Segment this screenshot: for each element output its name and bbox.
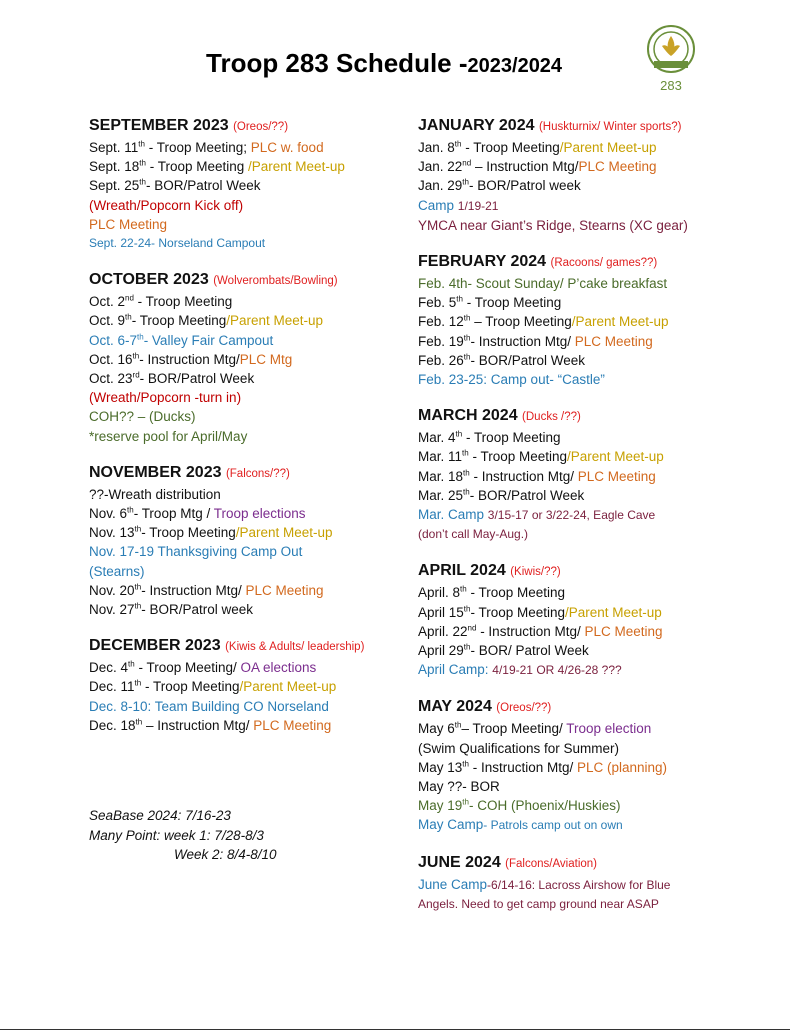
list-item: Nov. 20th- Instruction Mtg/ PLC Meeting [89,582,324,598]
list-item: April 15th- Troop Meeting/Parent Meet-up [418,604,662,620]
many-point-week2-line: Week 2: 8/4-8/10 [174,847,277,862]
list-item: *reserve pool for April/May [89,428,248,444]
list-item: Feb. 5th - Troop Meeting [418,294,562,311]
list-item: Oct. 9th- Troop Meeting/Parent Meet-up [89,312,324,329]
list-item: (Swim Qualifications for Summer) [418,740,620,756]
page-title: Troop 283 Schedule -2023/2024 [206,48,563,78]
list-item: Jan. 29th- BOR/Patrol week [418,177,581,194]
list-item: YMCA near Giant’s Ridge, Stearns (XC gear) [418,217,688,233]
february-heading: FEBRUARY 2024 (Racoons/ games??) [418,253,658,271]
list-item: (Wreath/Popcorn Kick off) [89,197,244,213]
october-section [89,270,439,446]
list-item: June Camp-6/14-16: Lacross Airshow for Blue [418,876,671,892]
list-item: Feb. 19th- Instruction Mtg/ PLC Meeting [418,333,653,349]
september-section [89,116,439,253]
list-item: April. 22nd - Instruction Mtg/ PLC Meeting [418,623,663,639]
march-section [418,406,768,544]
may-heading: MAY 2024 (Oreos/??) [418,698,552,716]
list-item: (don’t call May-Aug.) [418,527,529,542]
list-item: Mar. Camp 3/15-17 or 3/22-24, Eagle Cave [418,507,656,523]
list-item: Nov. 27th- BOR/Patrol week [89,601,253,618]
february-section [418,252,768,389]
december-section [89,636,439,735]
list-item: Oct. 16th- Instruction Mtg/PLC Mtg [89,351,293,367]
list-item: April 29th- BOR/ Patrol Week [418,642,589,659]
list-item: Nov. 6th- Troop Mtg / Troop elections [89,505,306,522]
left-column [89,116,439,752]
list-item: April. 8th - Troop Meeting [418,584,565,601]
list-item: (Stearns) [89,563,145,579]
list-item: May Camp- Patrols camp out on own [418,817,623,833]
january-section [418,116,768,235]
list-item: May 19th- COH (Phoenix/Huskies) [418,797,621,814]
list-item: Oct. 23rd- BOR/Patrol Week [89,370,255,387]
september-heading: SEPTEMBER 2023 (Oreos/??) [89,117,289,134]
june-heading: JUNE 2024 (Falcons/Aviation) [418,853,597,871]
list-item: Mar. 25th- BOR/Patrol Week [418,487,585,503]
list-item: ??-Wreath distribution [89,486,221,502]
november-heading: NOVEMBER 2023 (Falcons/??) [89,463,290,481]
list-item: Dec. 18th – Instruction Mtg/ PLC Meeting [89,717,332,733]
page-bottom-divider [0,1029,790,1030]
march-heading: MARCH 2024 (Ducks /??) [418,407,581,425]
may-section [418,697,768,835]
list-item: Mar. 11th - Troop Meeting/Parent Meet-up [418,448,664,465]
list-item: Sept. 22-24- Norseland Campout [89,236,266,251]
seabase-line: SeaBase 2024: 7/16-23 [89,808,231,823]
list-item: May ??- BOR [418,779,500,795]
list-item: Sept. 18th - Troop Meeting /Parent Meet-up [89,158,345,175]
april-section [418,561,768,680]
list-item: Dec. 4th - Troop Meeting/ OA elections [89,659,317,676]
list-item: Camp 1/19-21 [418,197,499,213]
list-item: Oct. 2nd - Troop Meeting [89,293,233,310]
list-item: Sept. 25th- BOR/Patrol Week [89,177,261,194]
list-item: COH?? – (Ducks) [89,409,196,425]
list-item: May 6th– Troop Meeting/ Troop election [418,720,652,737]
january-heading: JANUARY 2024 (Huskturnix/ Winter sports?) [418,117,682,134]
troop-emblem-logo [644,24,698,98]
list-item: Dec. 8-10: Team Building CO Norseland [89,698,329,714]
list-item: Feb. 12th – Troop Meeting/Parent Meet-up [418,313,669,330]
list-item: Jan. 22nd – Instruction Mtg/PLC Meeting [418,158,657,175]
list-item: Jan. 8th - Troop Meeting/Parent Meet-up [418,139,657,155]
list-item: Feb. 26th- BOR/Patrol Week [418,352,585,368]
list-item: (Wreath/Popcorn -turn in) [89,390,242,406]
list-item: Sept. 11th - Troop Meeting; PLC w. food [89,139,324,155]
april-heading: APRIL 2024 (Kiwis/??) [418,562,561,580]
list-item: Feb. 23-25: Camp out- “Castle” [418,372,605,388]
list-item: Dec. 11th - Troop Meeting/Parent Meet-up [89,678,337,695]
many-point-line: Many Point: week 1: 7/28-8/3 [89,827,264,843]
summer-camps-note [89,806,277,865]
november-section [89,463,439,619]
list-item: Nov. 13th- Troop Meeting/Parent Meet-up [89,524,333,541]
list-item: Mar. 4th - Troop Meeting [418,429,561,446]
october-heading: OCTOBER 2023 (Wolverombats/Bowling) [89,271,338,289]
list-item: Mar. 18th - Instruction Mtg/ PLC Meeting [418,468,656,484]
december-heading: DECEMBER 2023 (Kiwis & Adults/ leadership) [89,637,365,655]
list-item: April Camp: 4/19-21 OR 4/26-28 ??? [418,662,622,678]
list-item: Angels. Need to get camp ground near ASAP [418,896,659,911]
june-section [418,853,768,914]
list-item: May 13th - Instruction Mtg/ PLC (planning) [418,759,668,775]
svg-text:283: 283 [660,78,682,93]
list-item: Oct. 6-7th- Valley Fair Campout [89,332,274,348]
list-item: Feb. 4th- Scout Sunday/ P’cake breakfast [418,276,668,292]
list-item: Nov. 17-19 Thanksgiving Camp Out [89,544,303,560]
list-item: PLC Meeting [89,216,168,232]
right-column [418,116,768,931]
